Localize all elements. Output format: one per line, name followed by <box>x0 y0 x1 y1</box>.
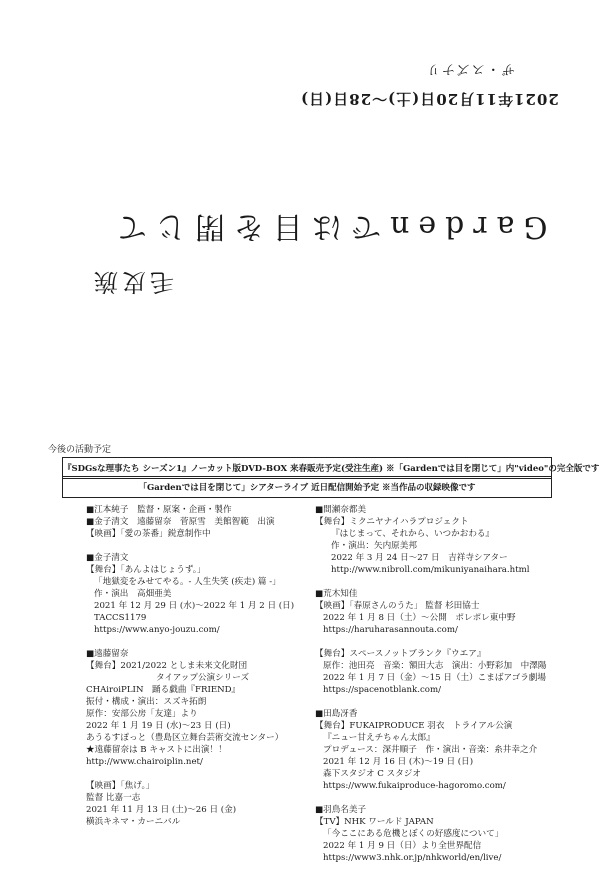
detail-line: 『はじまって、それから、いつかおわる』 <box>331 529 495 539</box>
member-line: ■間瀬奈都美 <box>315 505 367 515</box>
member-line: ■田島冴香 <box>315 709 358 719</box>
flyer-company: 毛皮族 <box>90 268 174 296</box>
member-line: ■荒木知佳 <box>315 589 358 599</box>
schedule-heading: 今後の活動予定 <box>48 445 112 455</box>
right-block-3 <box>315 648 555 696</box>
work-line: 【TV】NHK ワールド JAPAN <box>315 817 434 827</box>
flyer-title: Gardenでは目を閉じて <box>108 209 548 244</box>
right-block-1 <box>315 504 555 576</box>
url-line: https://www.anyo-jouzu.com/ <box>94 625 220 635</box>
date-line: 2022 年 1 月 7 日（金）〜15 日（土）こまばアゴラ劇場 <box>323 673 546 683</box>
detail-line: ★遠藤留奈は B キャストに出演！！ <box>86 745 227 755</box>
date-line: 2022 年 1 月 8 日（土）〜公開 ポレポレ東中野 <box>323 613 516 623</box>
detail-line: 監督 比嘉一志 <box>86 793 141 803</box>
url-line: https://www3.nhk.or.jp/nhkworld/en/live/ <box>323 853 502 863</box>
upside-down-flyer <box>0 0 612 410</box>
detail-line: 原作：安部公房「友達」より <box>86 709 198 719</box>
date-line: 2021 年 12 月 29 日 (水)〜2022 年 1 月 2 日 (日) <box>94 601 295 611</box>
flyer-venue: ザ・スズナリ <box>425 61 515 76</box>
work-line: 【映画】「愛の茶番」鋭意制作中 <box>86 529 211 539</box>
venue-line: TACCS1179 <box>94 613 147 623</box>
date-line: 2022 年 3 月 24 日〜27 日 吉祥寺シアター <box>331 553 508 563</box>
url-line: http://www.nibroll.com/mikuniyanaihara.html <box>331 565 530 575</box>
member-line: ■金子清文 遠藤留奈 菅原雪 美館智範 出演 <box>86 517 275 527</box>
url-line: http://www.chairoiplin.net/ <box>86 757 203 767</box>
detail-line: 「地獄変をみせてやる。- 人生失笑 (疾走) 篇 -」 <box>94 577 281 587</box>
url-line: https://spacenotblank.com/ <box>323 685 442 695</box>
left-block-2 <box>86 552 306 636</box>
detail-line: タイアップ公演シリーズ <box>156 673 250 683</box>
notice-livestream: 「Gardenでは目を閉じて」シアターライブ 近日配信開始予定 ※当作品の収録映像です <box>62 476 552 498</box>
detail-line: 「今ここにある危機とぼくの好感度について」 <box>323 829 504 839</box>
member-line: ■遠藤留奈 <box>86 649 129 659</box>
work-line: 【映画】「春原さんのうた」 監督 杉田協士 <box>315 601 480 611</box>
left-block-3 <box>86 648 306 768</box>
url-line: https://haruharasannouta.com/ <box>323 625 458 635</box>
detail-line: 原作：池田亮 音楽：額田大志 演出：小野彩加 中澤陽 <box>323 661 547 671</box>
detail-line: 作・演出 高畑亜美 <box>94 589 172 599</box>
detail-line: 振付・構成・演出：スズキ拓朗 <box>86 697 207 707</box>
notice-dvd: 『SDGsな理事たち シーズン1』ノーカット版DVD-BOX 来春販売予定(受注生産) ※「Gardenでは目を閉じて」内"video"の完全版です <box>62 457 552 479</box>
url-line: https://www.fukaiproduce-hagoromo.com/ <box>323 781 506 791</box>
venue-line: 横浜キネマ・カーニバル <box>86 817 181 827</box>
left-block-4 <box>86 780 306 828</box>
right-column <box>315 504 555 876</box>
date-line: 2021 年 12 月 16 日 (木)〜19 日 (日) <box>323 757 474 767</box>
left-column <box>86 504 306 840</box>
right-block-2 <box>315 588 555 636</box>
detail-line: 『ニュー甘えチちゃん太郎』 <box>323 733 435 743</box>
flyer-date: 2021年11月20日(土)〜28日(日) <box>300 90 559 108</box>
venue-line: 森下スタジオ C スタジオ <box>323 769 421 779</box>
left-block-1 <box>86 504 306 540</box>
member-line: ■江本純子 監督・原案・企画・製作 <box>86 505 232 515</box>
work-line: 【映画】「焦げ。」 <box>86 781 155 791</box>
work-line: 【舞台】スペースノットブランク『ウエア』 <box>315 649 486 659</box>
right-block-5 <box>315 804 555 864</box>
member-line: ■羽鳥名美子 <box>315 805 367 815</box>
member-line: ■金子清文 <box>86 553 129 563</box>
date-line: 2022 年 1 月 9 日（日）より全世界配信 <box>323 841 482 851</box>
work-line: 【舞台】FUKAIPRODUCE 羽衣 トライアル公演 <box>315 721 513 731</box>
date-line: 2021 年 11 月 13 日 (土)〜26 日 (金) <box>86 805 237 815</box>
detail-line: CHAiroiPLIN 踊る戯曲『FRIEND』 <box>86 685 241 695</box>
right-block-4 <box>315 708 555 792</box>
work-line: 【舞台】「あんよはじょうず。」 <box>86 565 206 575</box>
work-line: 【舞台】2021/2022 としま未来文化財団 <box>86 661 248 671</box>
detail-line: プロデュース：深井順子 作・演出・音楽：糸井幸之介 <box>323 745 538 755</box>
work-line: 【舞台】ミクニヤナイハラプロジェクト <box>315 517 469 527</box>
date-line: 2022 年 1 月 19 日 (水)〜23 日 (日) <box>86 721 231 731</box>
venue-line: あうるすぽっと（豊島区立舞台芸術交流センター） <box>86 733 284 743</box>
detail-line: 作・演出：矢内原美邦 <box>331 541 417 551</box>
